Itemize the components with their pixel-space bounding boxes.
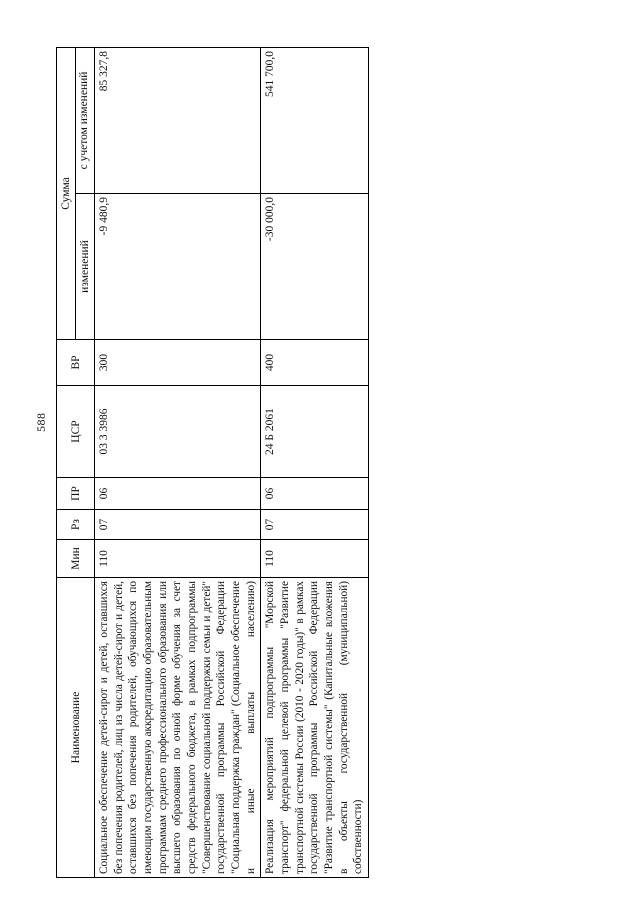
- row-min: 110: [95, 540, 261, 578]
- budget-table: [56, 47, 369, 878]
- table-header: [57, 47, 95, 877]
- table-row: [95, 47, 261, 877]
- row-name: Социальное обеспечение детей-сирот и детей, оставшихся без попечения родителей, лиц из числа детей-сирот и детей, оставшихся без попечения родителей, обучающихся по имеющим государственную аккредитацию образовательным программам среднего профессионального образования или высшего образования по очной форме обучения за счет средств федерального бюджета, в рамках подпрограммы "Совершенствование социальной поддержки семьи и детей" государственной программы Российской Федерации "Социальная поддержка граждан" (Социальное обеспечение и иные выплаты населению): [95, 578, 261, 878]
- table-header-row-1: [57, 47, 76, 877]
- row-vr: 300: [95, 340, 261, 386]
- header-rz: Рз: [57, 510, 95, 540]
- rotated-table-wrapper: [56, 48, 608, 878]
- row-csr: 03 3 3986: [95, 386, 261, 478]
- row-changes: -30 000,0: [261, 194, 369, 340]
- header-csr: ЦСР: [57, 386, 95, 478]
- row-rz: 07: [261, 510, 369, 540]
- row-name: Реализация мероприятий подпрограммы "Морской транспорт" федеральной целевой программы "Развитие транспортной системы России (2010 - 2020 годы)" в рамках государственной программы Российской Федерации "Развитие транспортной системы" (Капитальные вложения в объекты государственной (муниципальной) собственности): [261, 578, 369, 878]
- header-sum-with-changes: с учетом изменений: [76, 47, 95, 193]
- header-sum-group: Сумма: [57, 47, 76, 339]
- table-row: [261, 47, 369, 877]
- row-with-changes: 85 327,8: [95, 47, 261, 193]
- row-pr: 06: [261, 478, 369, 510]
- row-rz: 07: [95, 510, 261, 540]
- header-min: Мин: [57, 540, 95, 578]
- header-pr: ПР: [57, 478, 95, 510]
- table-body: [95, 47, 369, 877]
- row-csr: 24 Б 2061: [261, 386, 369, 478]
- row-pr: 06: [95, 478, 261, 510]
- header-vr: ВР: [57, 340, 95, 386]
- row-with-changes: 541 700,0: [261, 47, 369, 193]
- header-name: Наименование: [57, 578, 95, 878]
- page-number: 588: [34, 412, 48, 432]
- row-vr: 400: [261, 340, 369, 386]
- row-changes: -9 480,9: [95, 194, 261, 340]
- header-sum-changes: изменений: [76, 194, 95, 340]
- row-min: 110: [261, 540, 369, 578]
